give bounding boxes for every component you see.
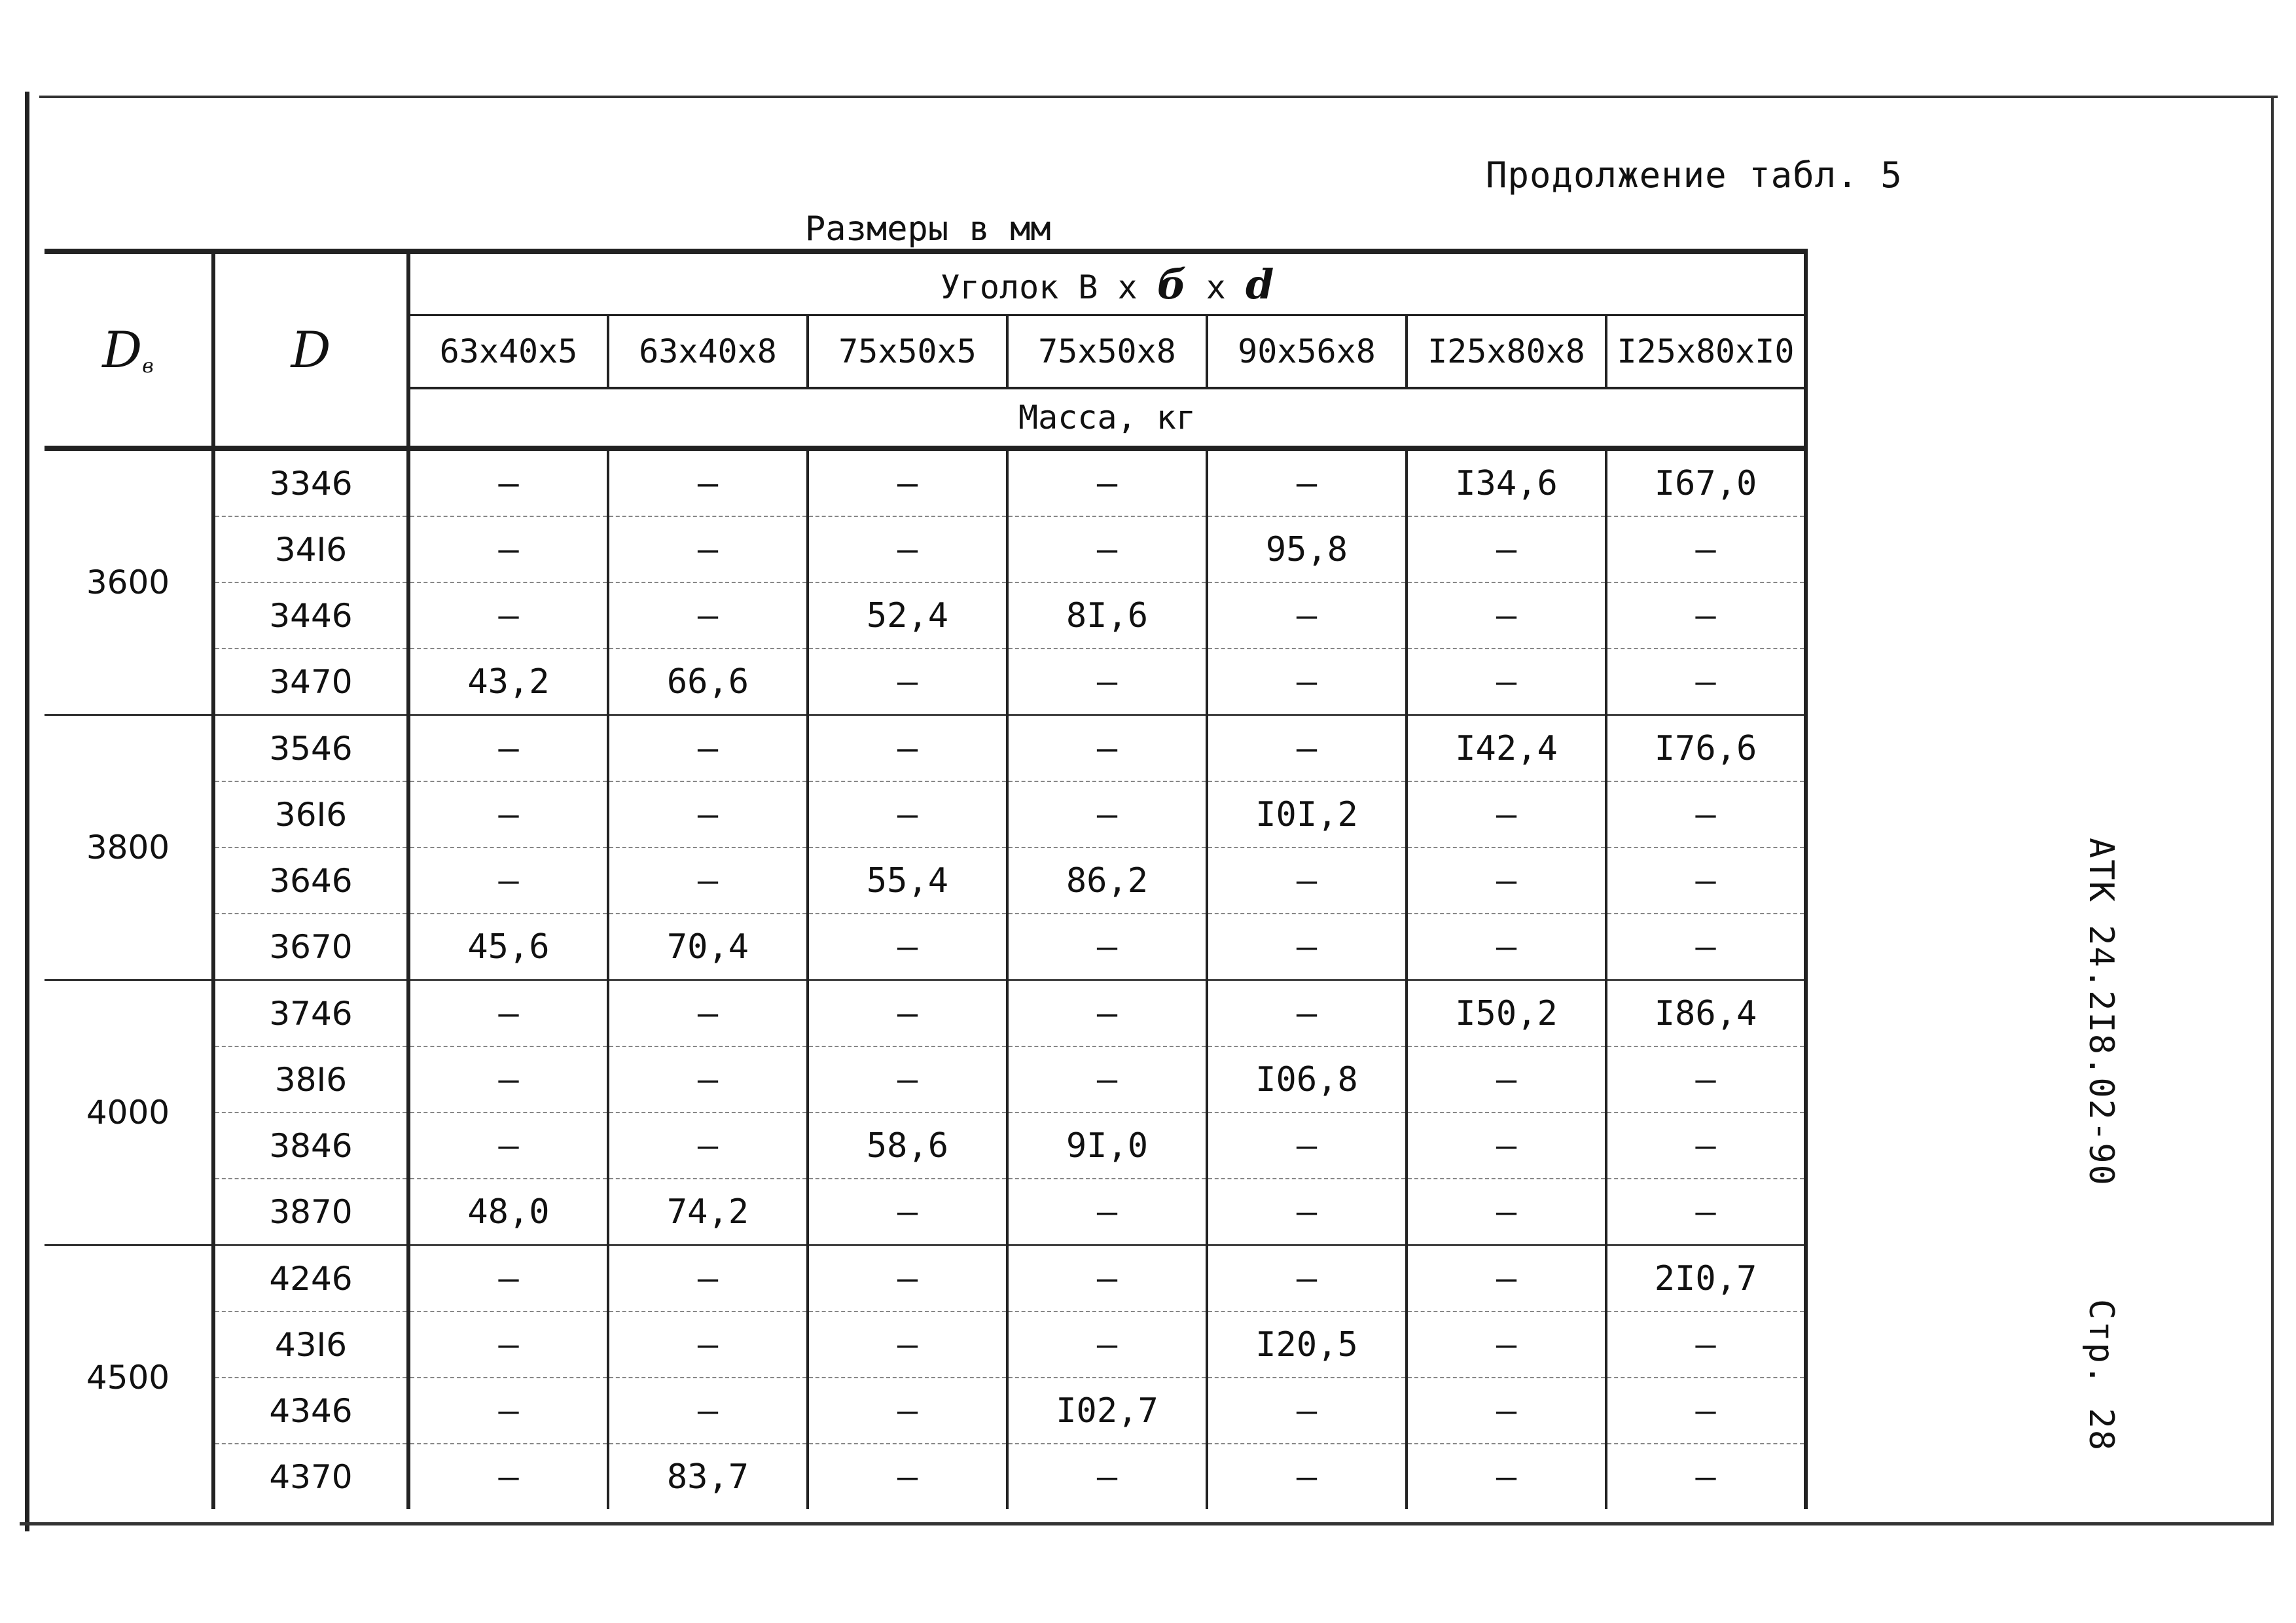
table-row — [45, 781, 1806, 847]
frame-bottom-border — [20, 1522, 2274, 1525]
cell-mass: – — [808, 649, 1007, 715]
cell-mass: I06,8 — [1207, 1046, 1407, 1113]
cell-diameter: 4246 — [213, 1245, 408, 1312]
cell-inner-diameter: 4000 — [45, 980, 213, 1245]
cell-mass: – — [808, 448, 1007, 516]
cell-mass: – — [608, 1245, 808, 1312]
cell-mass: – — [1207, 649, 1407, 715]
document-code: АТК 24.2I8.02-90 — [2081, 838, 2121, 1186]
header-angle-group: Уголок В x б x d — [408, 251, 1806, 315]
cell-mass: – — [808, 715, 1007, 782]
cell-mass: – — [608, 980, 808, 1047]
cell-mass: – — [608, 847, 808, 914]
cell-mass: – — [1207, 1245, 1407, 1312]
cell-diameter: 3746 — [213, 980, 408, 1047]
cell-mass: – — [1407, 781, 1606, 847]
cell-mass: 74,2 — [608, 1179, 808, 1245]
cell-mass: – — [1207, 715, 1407, 782]
cell-diameter: 3470 — [213, 649, 408, 715]
cell-mass: – — [1407, 1046, 1606, 1113]
cell-mass: – — [1007, 1179, 1207, 1245]
cell-mass: 70,4 — [608, 914, 808, 980]
cell-mass: 95,8 — [1207, 516, 1407, 582]
cell-mass: – — [608, 781, 808, 847]
cell-mass: 8I,6 — [1007, 582, 1207, 649]
table-row — [45, 715, 1806, 782]
cell-mass: – — [1407, 582, 1606, 649]
cell-mass: I42,4 — [1407, 715, 1606, 782]
header-size-3: 75x50x8 — [1007, 315, 1207, 389]
cell-mass: I67,0 — [1606, 448, 1806, 516]
cell-mass: – — [408, 1046, 608, 1113]
frame-right-border — [2271, 96, 2274, 1525]
cell-mass: – — [1207, 1179, 1407, 1245]
cell-mass: – — [408, 715, 608, 782]
cell-mass: I20,5 — [1207, 1311, 1407, 1378]
cell-mass: – — [1407, 1444, 1606, 1509]
cell-inner-diameter: 3800 — [45, 715, 213, 980]
cell-mass: – — [1207, 914, 1407, 980]
cell-mass: – — [1407, 1245, 1606, 1312]
cell-mass: 9I,0 — [1007, 1113, 1207, 1179]
table-row — [45, 1179, 1806, 1245]
cell-mass: 43,2 — [408, 649, 608, 715]
cell-mass: – — [1407, 516, 1606, 582]
table-row — [45, 1444, 1806, 1509]
cell-mass: – — [1407, 847, 1606, 914]
cell-mass: – — [808, 1378, 1007, 1444]
cell-mass: – — [408, 1378, 608, 1444]
cell-inner-diameter: 3600 — [45, 448, 213, 715]
header-diameter: D — [213, 251, 408, 448]
cell-mass: – — [1007, 448, 1207, 516]
cell-mass: – — [1606, 649, 1806, 715]
cell-mass: – — [1407, 914, 1606, 980]
cell-mass: – — [1407, 1179, 1606, 1245]
cell-mass: – — [1207, 448, 1407, 516]
cell-mass: – — [1606, 1179, 1806, 1245]
cell-mass: – — [408, 980, 608, 1047]
cell-mass: 45,6 — [408, 914, 608, 980]
cell-diameter: 3546 — [213, 715, 408, 782]
cell-mass: – — [1007, 781, 1207, 847]
cell-diameter: 38I6 — [213, 1046, 408, 1113]
cell-mass: – — [808, 781, 1007, 847]
cell-mass: – — [808, 1444, 1007, 1509]
header-inner-diameter: $D_в$ — [45, 251, 213, 448]
header-size-5: I25x80x8 — [1407, 315, 1606, 389]
table-continuation-caption: Продолжение табл. 5 — [1486, 154, 1903, 196]
table-row — [45, 980, 1806, 1047]
cell-mass: – — [408, 847, 608, 914]
frame-top-border — [39, 96, 2278, 98]
cell-diameter: 3670 — [213, 914, 408, 980]
cell-mass: – — [1007, 1245, 1207, 1312]
cell-diameter: 3646 — [213, 847, 408, 914]
cell-mass: 55,4 — [808, 847, 1007, 914]
cell-mass: – — [1007, 1444, 1207, 1509]
cell-mass: – — [1606, 582, 1806, 649]
cell-mass: – — [1007, 1046, 1207, 1113]
page-number: Стр. 28 — [2081, 1299, 2121, 1452]
table-row — [45, 448, 1806, 516]
cell-mass: – — [608, 516, 808, 582]
cell-mass: – — [1407, 649, 1606, 715]
cell-mass: – — [1007, 1311, 1207, 1378]
cell-mass: 48,0 — [408, 1179, 608, 1245]
cell-mass: I50,2 — [1407, 980, 1606, 1047]
cell-mass: – — [608, 1113, 808, 1179]
cell-mass: – — [408, 1245, 608, 1312]
cell-mass: – — [1606, 516, 1806, 582]
table-row — [45, 1046, 1806, 1113]
cell-mass: – — [1606, 847, 1806, 914]
angle-mass-table — [45, 249, 1808, 1509]
cell-mass: – — [408, 516, 608, 582]
cell-mass: 83,7 — [608, 1444, 808, 1509]
cell-mass: – — [408, 582, 608, 649]
cell-mass: – — [1606, 1311, 1806, 1378]
cell-diameter: 43I6 — [213, 1311, 408, 1378]
cell-mass: – — [1207, 1113, 1407, 1179]
cell-mass: 86,2 — [1007, 847, 1207, 914]
cell-mass: – — [1606, 1444, 1806, 1509]
cell-mass: – — [808, 1311, 1007, 1378]
cell-mass: – — [608, 1378, 808, 1444]
cell-mass: – — [808, 914, 1007, 980]
cell-mass: – — [808, 980, 1007, 1047]
table-row — [45, 1311, 1806, 1378]
cell-mass: – — [1207, 1444, 1407, 1509]
cell-diameter: 3846 — [213, 1113, 408, 1179]
units-note: Размеры в мм — [805, 209, 1051, 249]
header-size-4: 90x56x8 — [1207, 315, 1407, 389]
table-row — [45, 1378, 1806, 1444]
cell-mass: – — [808, 1046, 1007, 1113]
cell-inner-diameter: 4500 — [45, 1245, 213, 1510]
cell-mass: – — [1606, 1113, 1806, 1179]
cell-mass: – — [1606, 914, 1806, 980]
cell-mass: – — [1007, 516, 1207, 582]
header-size-1: 63x40x8 — [608, 315, 808, 389]
cell-mass: – — [1606, 1378, 1806, 1444]
cell-mass: – — [408, 1113, 608, 1179]
table-row — [45, 649, 1806, 715]
cell-mass: – — [1606, 1046, 1806, 1113]
cell-mass: – — [1007, 649, 1207, 715]
cell-mass: – — [408, 1444, 608, 1509]
cell-mass: – — [1207, 847, 1407, 914]
cell-mass: 2I0,7 — [1606, 1245, 1806, 1312]
cell-diameter: 3446 — [213, 582, 408, 649]
cell-mass: – — [808, 516, 1007, 582]
cell-mass: – — [1207, 980, 1407, 1047]
table-row — [45, 847, 1806, 914]
cell-diameter: 3346 — [213, 448, 408, 516]
cell-diameter: 34I6 — [213, 516, 408, 582]
header-size-6: I25x80xI0 — [1606, 315, 1806, 389]
cell-mass: I34,6 — [1407, 448, 1606, 516]
cell-mass: – — [1007, 914, 1207, 980]
header-size-2: 75x50x5 — [808, 315, 1007, 389]
cell-diameter: 4346 — [213, 1378, 408, 1444]
cell-mass: 58,6 — [808, 1113, 1007, 1179]
cell-mass: I02,7 — [1007, 1378, 1207, 1444]
table-row — [45, 914, 1806, 980]
cell-diameter: 36I6 — [213, 781, 408, 847]
cell-mass: – — [408, 448, 608, 516]
cell-mass: – — [608, 715, 808, 782]
cell-diameter: 4370 — [213, 1444, 408, 1509]
cell-mass: – — [808, 1245, 1007, 1312]
cell-mass: – — [608, 582, 808, 649]
table-row — [45, 582, 1806, 649]
cell-mass: – — [408, 1311, 608, 1378]
frame-left-border — [25, 92, 29, 1531]
cell-mass: – — [608, 448, 808, 516]
cell-mass: I76,6 — [1606, 715, 1806, 782]
cell-mass: – — [1407, 1113, 1606, 1179]
header-size-0: 63x40x5 — [408, 315, 608, 389]
cell-mass: – — [1207, 582, 1407, 649]
cell-mass: 52,4 — [808, 582, 1007, 649]
cell-mass: – — [1407, 1311, 1606, 1378]
cell-mass: – — [608, 1046, 808, 1113]
cell-mass: – — [1606, 781, 1806, 847]
cell-mass: I86,4 — [1606, 980, 1806, 1047]
table-row — [45, 516, 1806, 582]
cell-diameter: 3870 — [213, 1179, 408, 1245]
cell-mass: 66,6 — [608, 649, 808, 715]
cell-mass: – — [808, 1179, 1007, 1245]
cell-mass: – — [1407, 1378, 1606, 1444]
cell-mass: I0I,2 — [1207, 781, 1407, 847]
cell-mass: – — [1207, 1378, 1407, 1444]
cell-mass: – — [1007, 980, 1207, 1047]
cell-mass: – — [408, 781, 608, 847]
header-mass-label: Масса, кг — [408, 388, 1806, 448]
table-row — [45, 1245, 1806, 1312]
cell-mass: – — [608, 1311, 808, 1378]
table-row — [45, 1113, 1806, 1179]
cell-mass: – — [1007, 715, 1207, 782]
